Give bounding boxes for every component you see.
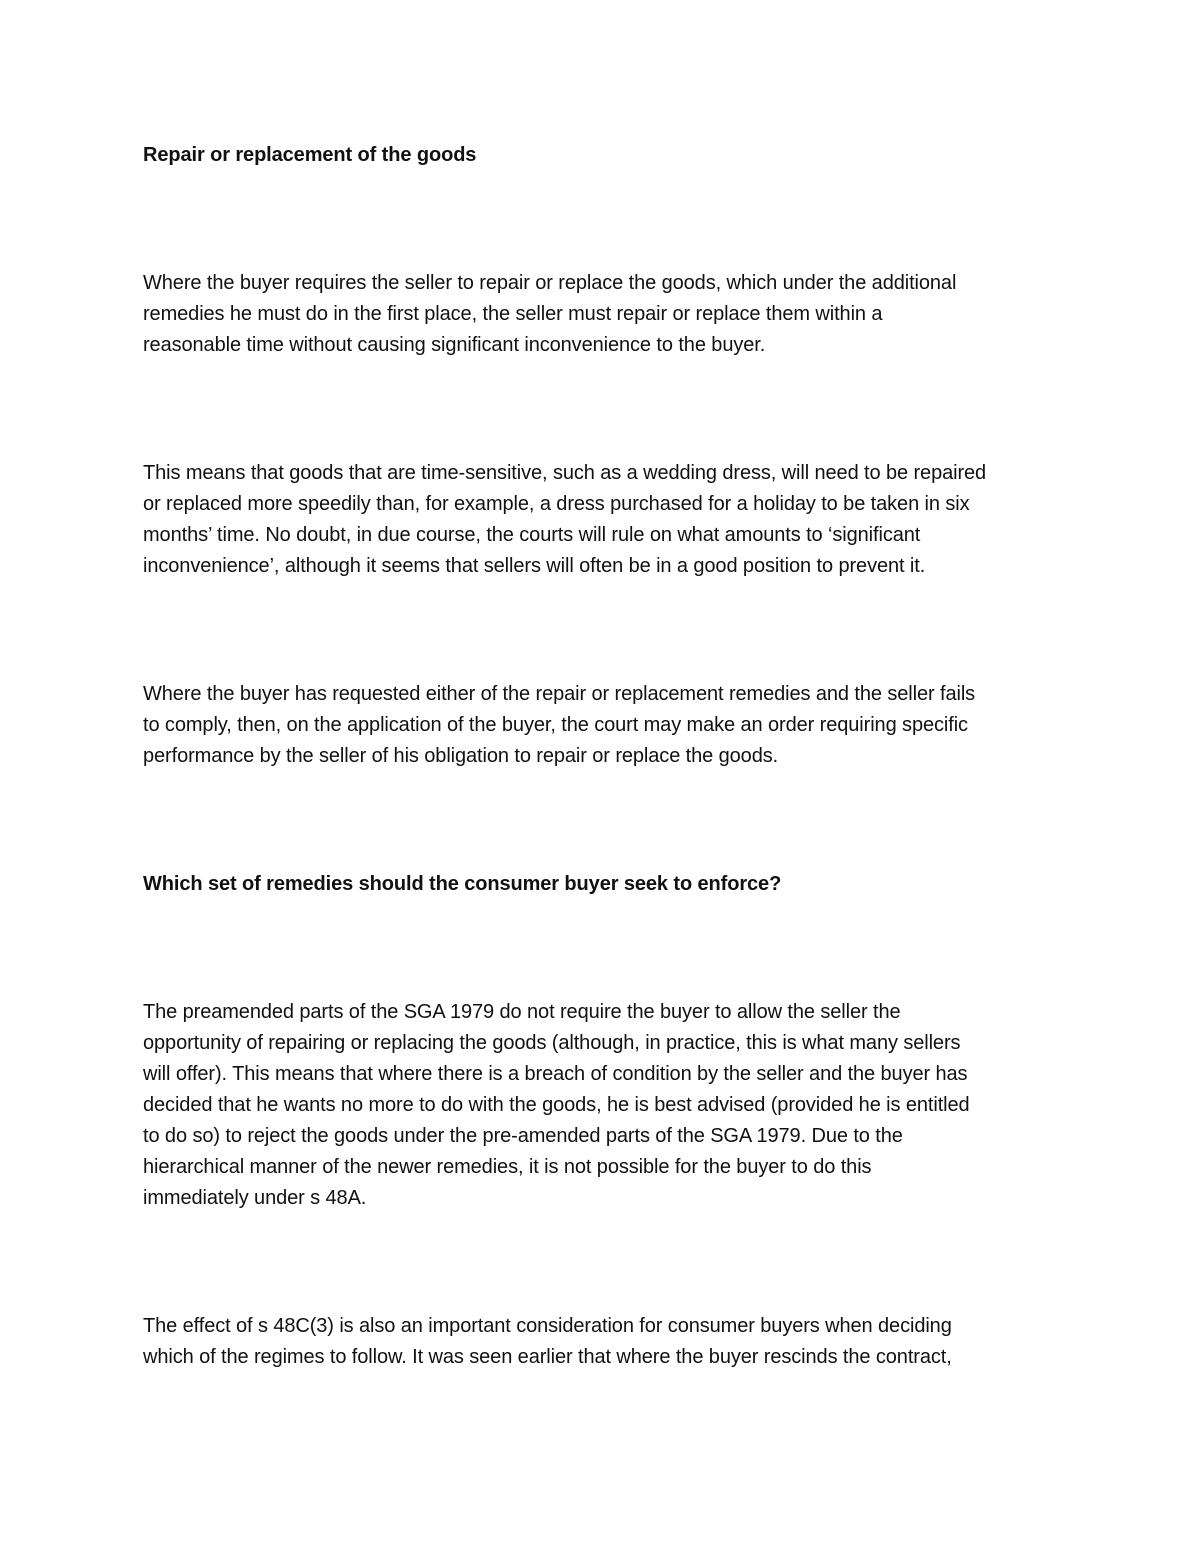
text-line: hierarchical manner of the newer remedies, it is not possible for the buyer to do this xyxy=(143,1156,872,1178)
text-line: The preamended parts of the SGA 1979 do not require the buyer to allow the seller the xyxy=(143,1001,901,1023)
section-heading-repair-or-replacement: Repair or replacement of the goods xyxy=(143,144,477,166)
paragraph-preamended-sga xyxy=(143,997,1063,1214)
text-line: inconvenience’, although it seems that sellers will often be in a good position to prevent it. xyxy=(143,555,926,577)
text-line: performance by the seller of his obligation to repair or replace the goods. xyxy=(143,745,779,767)
paragraph-repair-timing xyxy=(143,268,1063,361)
text-line: to do so) to reject the goods under the pre-amended parts of the SGA 1979. Due to the xyxy=(143,1125,903,1147)
paragraph-time-sensitive-goods xyxy=(143,458,1063,582)
paragraph-specific-performance xyxy=(143,679,1063,772)
text-line: Where the buyer has requested either of the repair or replacement remedies and the seller fails xyxy=(143,683,976,705)
text-line: Where the buyer requires the seller to repair or replace the goods, which under the additional xyxy=(143,272,957,294)
text-line: remedies he must do in the first place, the seller must repair or replace them within a xyxy=(143,303,883,325)
text-line: The effect of s 48C(3) is also an important consideration for consumer buyers when deciding xyxy=(143,1315,952,1337)
text-line: immediately under s 48A. xyxy=(143,1187,367,1209)
paragraph-effect-of-s48c3 xyxy=(143,1311,1063,1373)
text-line: This means that goods that are time-sensitive, such as a wedding dress, will need to be repaired xyxy=(143,462,987,484)
text-line: months’ time. No doubt, in due course, the courts will rule on what amounts to ‘significant xyxy=(143,524,921,546)
section-heading-which-remedies: Which set of remedies should the consumer buyer seek to enforce? xyxy=(143,873,782,895)
text-line: will offer). This means that where there is a breach of condition by the seller and the buyer has xyxy=(143,1063,968,1085)
text-line: which of the regimes to follow. It was seen earlier that where the buyer rescinds the contract, xyxy=(143,1346,952,1368)
text-line: decided that he wants no more to do with the goods, he is best advised (provided he is entitled xyxy=(143,1094,970,1116)
document-body xyxy=(143,140,1063,1373)
text-line: opportunity of repairing or replacing the goods (although, in practice, this is what many sellers xyxy=(143,1032,961,1054)
text-line: to comply, then, on the application of the buyer, the court may make an order requiring specific xyxy=(143,714,968,736)
text-line: or replaced more speedily than, for example, a dress purchased for a holiday to be taken in six xyxy=(143,493,970,515)
text-line: reasonable time without causing significant inconvenience to the buyer. xyxy=(143,334,766,356)
